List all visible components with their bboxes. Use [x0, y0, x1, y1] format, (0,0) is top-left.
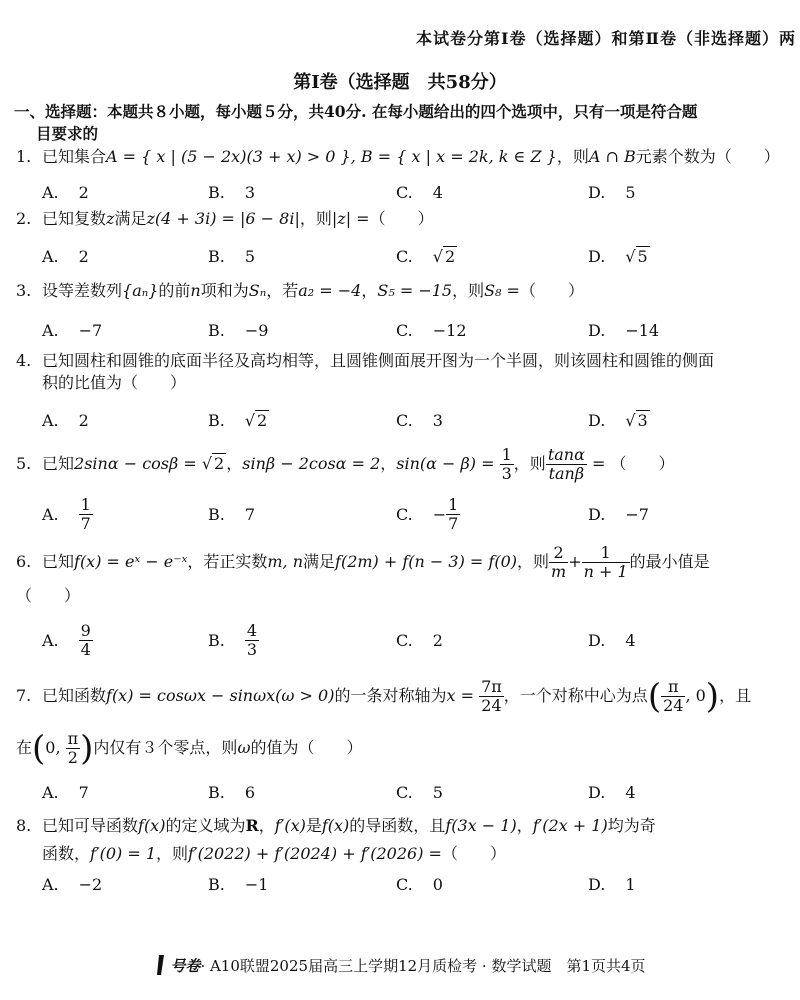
numerator: 2 — [549, 544, 568, 563]
sqrt-expression: √ 5 — [625, 246, 648, 266]
q-text: + — [568, 552, 582, 571]
option-label: B. — [208, 782, 225, 802]
question-6 — [16, 542, 786, 610]
q-text: 的最小值是 — [629, 552, 710, 571]
options-row-5 — [42, 494, 782, 538]
sqrt-expression: √ 2 — [244, 410, 268, 430]
header-note: 本试卷分第Ⅰ卷（选择题）和第Ⅱ卷（非选择题）两 — [416, 29, 796, 48]
q-text: 是 — [305, 816, 322, 835]
denominator: 3 — [246, 639, 258, 659]
q-math: f(x) — [321, 816, 350, 835]
q-text: ， — [226, 454, 243, 473]
fraction — [79, 622, 93, 658]
q-math: R — [245, 816, 259, 835]
question-5 — [16, 444, 786, 484]
option-label: D. — [588, 410, 606, 430]
question-3 — [16, 280, 786, 302]
option-value: −7 — [625, 504, 649, 524]
option-label: D. — [588, 320, 606, 340]
option-value: 6 — [244, 782, 256, 802]
question-4 — [16, 350, 786, 394]
q-text: ，则 — [517, 552, 550, 571]
q-math: S₈ = — [484, 281, 520, 300]
question-number: 7. — [16, 686, 32, 705]
option-value: −14 — [625, 320, 660, 340]
option-label: B. — [208, 630, 225, 650]
option-value: 1 — [625, 874, 636, 894]
q-text: 的定义域为 — [165, 816, 246, 835]
option-value: −1 — [244, 874, 269, 894]
q-math: z — [106, 209, 115, 228]
option-a[interactable] — [42, 620, 93, 660]
option-label: C. — [396, 874, 413, 894]
q-math: , 0 — [685, 686, 706, 705]
q-text: （ ） — [369, 209, 434, 228]
fraction — [479, 678, 504, 714]
option-c[interactable] — [396, 620, 443, 660]
q-text: ，若 — [266, 281, 299, 300]
q-text: 元素个数为（ ） — [635, 147, 780, 166]
option-b[interactable] — [208, 310, 268, 350]
option-value: 5 — [625, 182, 636, 202]
option-d[interactable] — [588, 620, 636, 660]
option-value: 3 — [637, 410, 648, 430]
sqrt-expression: √ 3 — [625, 410, 648, 430]
option-d[interactable] — [588, 772, 636, 812]
denominator: 2 — [67, 748, 78, 767]
question-7 — [16, 672, 786, 776]
option-label: D. — [588, 182, 606, 202]
q-math: sinβ − 2cosα = 2 — [242, 454, 381, 473]
option-b[interactable] — [208, 400, 269, 440]
q-text: 的前 — [158, 281, 191, 300]
numerator: 1 — [501, 445, 512, 465]
option-label: A. — [42, 246, 59, 266]
q-text: 函数， — [42, 844, 91, 863]
instruction-line-2: 目要求的 — [36, 124, 99, 143]
numerator: tanα — [547, 445, 585, 465]
option-label: A. — [42, 874, 59, 894]
numerator: 1 — [448, 494, 459, 514]
option-a[interactable] — [42, 172, 89, 212]
options-row-2 — [42, 236, 782, 276]
option-b[interactable] — [208, 236, 255, 276]
q-text: 满足 — [114, 209, 147, 228]
denominator: n + 1 — [583, 562, 628, 581]
option-label: B. — [208, 410, 225, 430]
q-text: （ ） — [519, 281, 584, 300]
option-label: C. — [396, 320, 413, 340]
q-math: a₂ = −4 — [298, 281, 362, 300]
denominator: 7 — [448, 513, 459, 533]
q-text: 积的比值为（ ） — [42, 373, 187, 392]
option-value: 3 — [244, 182, 256, 202]
option-value: 4 — [625, 782, 636, 802]
options-row-1 — [42, 172, 782, 212]
fraction — [549, 544, 568, 580]
q-text: ，则 — [452, 281, 485, 300]
option-value: 5 — [244, 246, 256, 266]
option-value: 4 — [625, 630, 636, 650]
option-c[interactable] — [396, 236, 457, 276]
denominator: tanβ — [548, 464, 585, 483]
option-label: B. — [208, 320, 225, 340]
q-text: 在 — [16, 738, 33, 757]
numerator: 1 — [582, 544, 630, 563]
option-c[interactable] — [396, 310, 467, 350]
option-label: D. — [588, 246, 606, 266]
option-label: B. — [208, 182, 225, 202]
q-text: ，则 — [556, 147, 589, 166]
option-a[interactable] — [42, 400, 89, 440]
option-c[interactable] — [396, 864, 443, 904]
page-footer — [0, 954, 800, 980]
q-math: S₅ = −15 — [377, 281, 453, 300]
minus-sign: − — [432, 504, 447, 524]
option-label: C. — [396, 410, 413, 430]
q-math: f(2m) + f(n − 3) = f(0) — [335, 552, 517, 571]
option-label: D. — [588, 504, 606, 524]
q-text: ，一个对称中心为点 — [503, 686, 648, 705]
question-number: 8. — [16, 816, 32, 835]
option-value: 2 — [444, 246, 456, 266]
q-text: ，则 — [513, 454, 546, 473]
q-math: x = — [446, 686, 480, 705]
numerator: 4 — [246, 620, 258, 640]
q-text: 的值为（ ） — [250, 738, 363, 757]
fraction — [661, 678, 685, 714]
q-text: 内仅有３个零点，则 — [93, 738, 238, 757]
question-2 — [16, 208, 786, 230]
question-number: 5. — [16, 454, 32, 473]
question-number: 3. — [16, 281, 32, 300]
denominator: 7 — [80, 513, 91, 533]
denominator: m — [551, 562, 567, 581]
option-c[interactable] — [396, 172, 443, 212]
option-value: −9 — [244, 320, 269, 340]
fraction — [546, 446, 587, 482]
option-d[interactable] — [588, 494, 649, 534]
brand-logo-text: 号卷 — [170, 957, 201, 975]
option-value: 3 — [432, 410, 443, 430]
q-text: 已知圆柱和圆锥的底面半径及高均相等，且圆锥侧面展开图为一个半圆，则该圆柱和圆锥的侧面 — [42, 351, 715, 370]
option-label: C. — [396, 182, 413, 202]
sqrt-expression: √ 2 — [432, 246, 456, 266]
question-number: 6. — [16, 552, 32, 571]
q-math: {aₙ} — [122, 281, 159, 300]
option-label: A. — [42, 182, 59, 202]
numerator: π — [67, 729, 79, 749]
q-math: 0, — [45, 738, 66, 757]
q-text: 满足 — [303, 552, 336, 571]
q-math: z(4 + 3i) = |6 − 8i| — [146, 209, 300, 228]
question-number: 4. — [16, 351, 32, 370]
q-text: （ ） — [16, 586, 81, 605]
fraction — [66, 730, 81, 766]
option-b[interactable] — [208, 494, 255, 534]
q-text: 已知集合 — [42, 147, 107, 166]
option-d[interactable] — [588, 864, 636, 904]
instruction-line-1: 一、选择题：本题共８小题，每小题５分，共40分. 在每小题给出的四个选项中，只有一项是符合题 — [14, 102, 698, 121]
option-value: −7 — [78, 320, 103, 340]
right-paren: ) — [705, 676, 720, 717]
option-label: A. — [42, 320, 59, 340]
section-title: 第Ⅰ卷（选择题 共58分） — [293, 72, 507, 93]
option-label: D. — [588, 630, 606, 650]
option-label: C. — [396, 504, 413, 524]
q-text: 设等差数列 — [42, 281, 123, 300]
q-text: ， — [361, 281, 378, 300]
q-math: n — [190, 281, 201, 300]
options-row-8 — [42, 864, 782, 904]
option-a[interactable] — [42, 864, 102, 904]
option-a[interactable] — [42, 494, 93, 534]
option-d[interactable] — [588, 310, 659, 350]
q-math: |z| = — [331, 209, 370, 228]
question-8 — [16, 812, 786, 868]
options-row-3 — [42, 310, 782, 350]
option-label: A. — [42, 630, 59, 650]
denominator: 24 — [663, 696, 684, 715]
q-text: （ ） — [441, 844, 506, 863]
numerator: 7π — [481, 677, 502, 697]
left-paren: ( — [32, 728, 46, 769]
fraction — [500, 446, 514, 482]
denominator: 3 — [501, 464, 512, 483]
option-b[interactable] — [208, 620, 259, 660]
option-label: C. — [396, 246, 413, 266]
q-math: m, n — [267, 552, 304, 571]
q-math: f(x) = eˣ − e⁻ˣ — [74, 552, 188, 571]
option-label: D. — [588, 874, 606, 894]
option-value: 7 — [78, 782, 89, 802]
option-value: 2 — [432, 630, 443, 650]
fraction — [582, 544, 630, 580]
denominator: 24 — [481, 696, 502, 715]
option-a[interactable] — [42, 310, 102, 350]
q-math: f(3x − 1) — [445, 816, 517, 835]
question-number: 1. — [16, 147, 32, 166]
option-label: C. — [396, 782, 413, 802]
option-label: B. — [208, 504, 225, 524]
q-text: 已知函数 — [42, 686, 107, 705]
right-paren: ) — [80, 728, 94, 769]
option-label: B. — [208, 246, 225, 266]
q-text: 已知可导函数 — [42, 816, 139, 835]
q-math: f′(x) — [274, 816, 306, 835]
sqrt-expression: √ 2 — [201, 454, 225, 473]
q-text: ， — [516, 816, 533, 835]
option-label: A. — [42, 410, 59, 430]
option-c[interactable] — [396, 772, 443, 812]
options-row-7 — [42, 772, 782, 812]
option-a[interactable] — [42, 772, 89, 812]
left-paren: ( — [647, 676, 662, 717]
q-text: 已知 — [42, 454, 75, 473]
option-value: −12 — [432, 320, 467, 340]
numerator: 9 — [80, 620, 91, 640]
q-text: 的导函数，且 — [349, 816, 446, 835]
option-a[interactable] — [42, 236, 89, 276]
numerator: 1 — [80, 494, 91, 514]
q-text: = （ ） — [586, 454, 675, 473]
q-math: f(x) = cosωx − sinωx(ω > 0) — [106, 686, 335, 705]
fraction — [446, 496, 460, 532]
q-math: f(x) — [138, 816, 166, 835]
section-instruction — [14, 101, 784, 145]
q-text: 均为奇 — [607, 816, 656, 835]
option-value: 5 — [432, 782, 443, 802]
q-text: 已知 — [42, 552, 75, 571]
q-math: f′(0) = 1 — [90, 844, 156, 863]
option-c[interactable] — [396, 494, 460, 534]
option-b[interactable] — [208, 864, 268, 904]
question-1 — [16, 146, 786, 168]
q-math: ω — [237, 738, 251, 757]
q-text: ， — [258, 816, 275, 835]
option-b[interactable] — [208, 172, 255, 212]
q-text: 项和为 — [200, 281, 249, 300]
q-math: A = { x | (5 − 2x)(3 + x) > 0 }, B = { x | x = 2k, k ∈ Z } — [106, 147, 557, 166]
option-value: 0 — [432, 874, 443, 894]
q-math: 2 — [214, 454, 225, 473]
q-text: ，则 — [299, 209, 332, 228]
q-text: ， — [380, 454, 397, 473]
option-d[interactable] — [588, 236, 650, 276]
fraction — [245, 622, 259, 658]
option-value: 2 — [257, 410, 268, 430]
options-row-6 — [42, 620, 782, 664]
brand-logo-icon — [154, 954, 168, 980]
q-line-2 — [16, 720, 786, 776]
option-value: −2 — [78, 874, 103, 894]
q-math: A ∩ B — [588, 147, 636, 166]
option-b[interactable] — [208, 772, 255, 812]
q-math: f′(2022) + f′(2024) + f′(2026) = — [188, 844, 442, 863]
q-text: ，且 — [719, 686, 752, 705]
q-text: ，若正实数 — [187, 552, 268, 571]
denominator: 4 — [80, 639, 91, 659]
option-label: A. — [42, 782, 59, 802]
options-row-4 — [42, 400, 782, 440]
q-math: f′(2x + 1) — [532, 816, 608, 835]
fraction — [79, 496, 93, 532]
option-d[interactable] — [588, 172, 636, 212]
q-text: 已知复数 — [42, 209, 107, 228]
q-text: ，则 — [156, 844, 189, 863]
q-text: 的一条对称轴为 — [334, 686, 447, 705]
option-label: C. — [396, 630, 413, 650]
option-value: 7 — [244, 504, 256, 524]
option-value: 5 — [637, 246, 648, 266]
option-value: 2 — [78, 182, 89, 202]
footer-text: · A10联盟2025届高三上学期12月质检考 · 数学试题 第1页共4页 — [200, 957, 646, 975]
option-label: A. — [42, 504, 59, 524]
q-math: Sₙ — [248, 281, 267, 300]
option-value: 2 — [78, 246, 89, 266]
option-value: 2 — [78, 410, 89, 430]
numerator: π — [661, 678, 685, 697]
question-number: 2. — [16, 209, 32, 228]
option-value: 4 — [432, 182, 443, 202]
option-d[interactable] — [588, 400, 650, 440]
option-c[interactable] — [396, 400, 443, 440]
q-math: 2sinα − cosβ = — [74, 454, 202, 473]
option-label: B. — [208, 874, 225, 894]
q-math: sin(α − β) = — [396, 454, 500, 473]
option-label: D. — [588, 782, 606, 802]
